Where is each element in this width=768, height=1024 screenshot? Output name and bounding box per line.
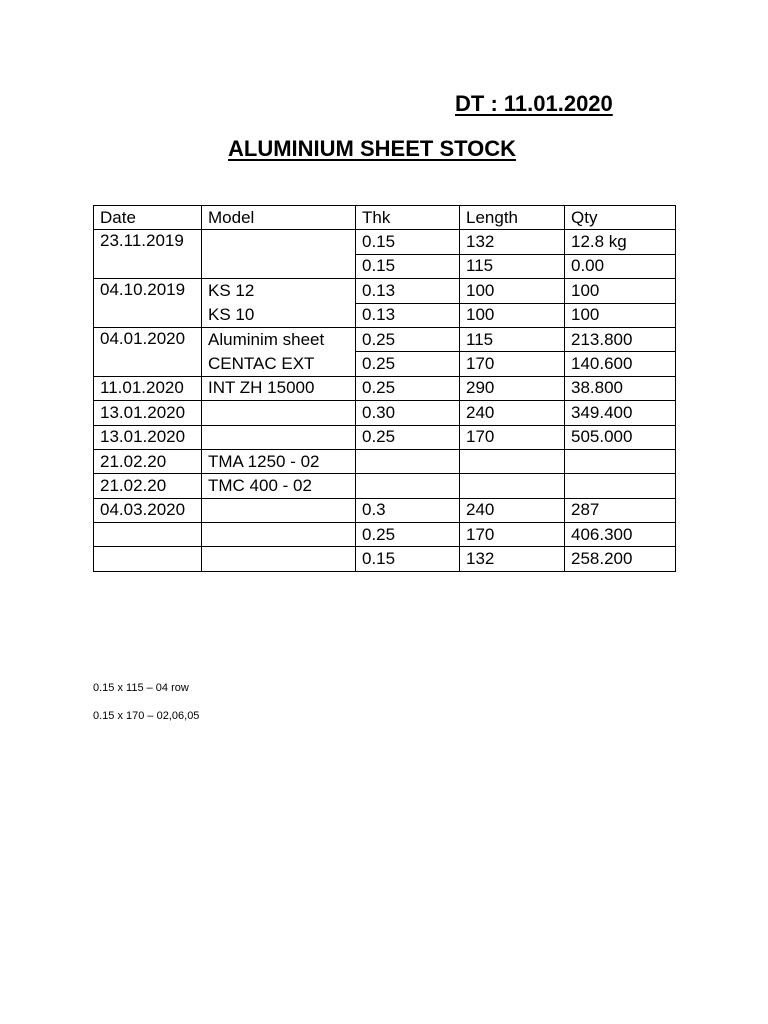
cell-model: [202, 498, 356, 522]
cell-model: [202, 401, 356, 425]
cell-thk: 0.25: [356, 352, 460, 376]
cell-thk: 0.15: [356, 254, 460, 278]
cell-date: 21.02.20: [94, 449, 202, 473]
cell-date: 23.11.2019: [94, 230, 202, 279]
cell-model: INT ZH 15000: [202, 376, 356, 400]
cell-qty: 349.400: [565, 401, 676, 425]
cell-date: 21.02.20: [94, 474, 202, 498]
cell-qty: [565, 474, 676, 498]
cell-thk: 0.25: [356, 376, 460, 400]
cell-length: 170: [460, 425, 565, 449]
table-row: [94, 523, 676, 547]
cell-qty: 258.200: [565, 547, 676, 571]
cell-length: 290: [460, 376, 565, 400]
cell-model: [202, 425, 356, 449]
cell-model: [202, 523, 356, 547]
column-header-thk: Thk: [356, 206, 460, 230]
cell-length: 100: [460, 303, 565, 327]
cell-length: 115: [460, 327, 565, 351]
column-header-date: Date: [94, 206, 202, 230]
cell-date: 11.01.2020: [94, 376, 202, 400]
cell-length: 115: [460, 254, 565, 278]
cell-model: [202, 230, 356, 279]
cell-length: [460, 474, 565, 498]
cell-qty: 406.300: [565, 523, 676, 547]
cell-length: 132: [460, 230, 565, 254]
cell-model: KS 12: [202, 279, 356, 303]
table-row: [94, 376, 676, 400]
cell-model: CENTAC EXT: [202, 352, 356, 376]
cell-date: 04.01.2020: [94, 327, 202, 376]
cell-thk: 0.15: [356, 230, 460, 254]
cell-model: Aluminim sheet: [202, 327, 356, 351]
cell-qty: 213.800: [565, 327, 676, 351]
table-header-row: [94, 206, 676, 230]
cell-length: 240: [460, 498, 565, 522]
cell-qty: 140.600: [565, 352, 676, 376]
cell-qty: 100: [565, 303, 676, 327]
cell-thk: 0.25: [356, 523, 460, 547]
cell-qty: 505.000: [565, 425, 676, 449]
cell-date: 04.03.2020: [94, 498, 202, 522]
cell-qty: [565, 449, 676, 473]
cell-model: [202, 547, 356, 571]
note-line: 0.15 x 115 – 04 row: [93, 682, 189, 694]
stock-table: [93, 205, 676, 572]
cell-qty: 12.8 kg: [565, 230, 676, 254]
cell-length: 170: [460, 523, 565, 547]
cell-qty: 100: [565, 279, 676, 303]
table-row: [94, 425, 676, 449]
cell-model: TMC 400 - 02: [202, 474, 356, 498]
table-row: [94, 401, 676, 425]
cell-thk: 0.13: [356, 303, 460, 327]
table-row: [94, 547, 676, 571]
document-title: ALUMINIUM SHEET STOCK: [228, 136, 517, 161]
cell-length: 132: [460, 547, 565, 571]
cell-length: 170: [460, 352, 565, 376]
cell-qty: 38.800: [565, 376, 676, 400]
table-row: [94, 474, 676, 498]
cell-length: 100: [460, 279, 565, 303]
cell-date: [94, 547, 202, 571]
cell-thk: 0.3: [356, 498, 460, 522]
note-line: 0.15 x 170 – 02,06,05: [93, 710, 200, 722]
table-row: [94, 279, 676, 303]
cell-thk: 0.15: [356, 547, 460, 571]
table-row: [94, 230, 676, 254]
cell-qty: 0.00: [565, 254, 676, 278]
cell-thk: 0.25: [356, 327, 460, 351]
cell-model: TMA 1250 - 02: [202, 449, 356, 473]
cell-length: [460, 449, 565, 473]
cell-date: 13.01.2020: [94, 401, 202, 425]
cell-qty: 287: [565, 498, 676, 522]
table-row: [94, 327, 676, 351]
cell-thk: [356, 449, 460, 473]
column-header-model: Model: [202, 206, 356, 230]
document-date: DT : 11.01.2020: [455, 91, 613, 116]
column-header-length: Length: [460, 206, 565, 230]
table-row: [94, 498, 676, 522]
cell-date: 13.01.2020: [94, 425, 202, 449]
cell-date: [94, 523, 202, 547]
table-row: [94, 449, 676, 473]
cell-model: KS 10: [202, 303, 356, 327]
cell-thk: 0.30: [356, 401, 460, 425]
column-header-qty: Qty: [565, 206, 676, 230]
cell-thk: 0.13: [356, 279, 460, 303]
cell-thk: 0.25: [356, 425, 460, 449]
cell-date: 04.10.2019: [94, 279, 202, 328]
cell-length: 240: [460, 401, 565, 425]
cell-thk: [356, 474, 460, 498]
